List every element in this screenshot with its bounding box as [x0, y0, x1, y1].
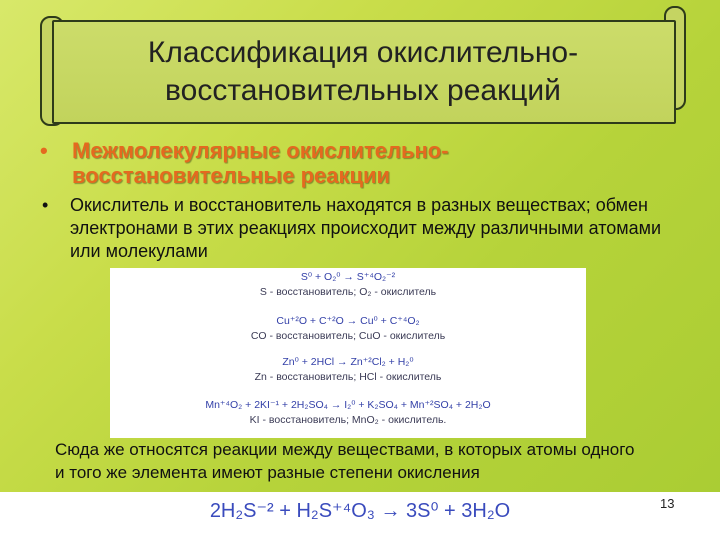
final-equation: 2H₂S⁻² + H₂S⁺⁴O₃ → 3S⁰ + 3H₂O	[209, 500, 511, 522]
page-number: 13	[660, 496, 675, 511]
example-3-note: Zn - восстановитель; HCl - окислитель	[254, 371, 442, 383]
example-1-equation: S⁰ + O₂⁰ → S⁺⁴O₂⁻²	[300, 271, 396, 283]
bullet-text-description: Окислитель и восстановитель находятся в разных веществах; обмен электронами в этих реакциях происходит между различными атомами или молекулами	[70, 195, 662, 261]
title-scroll-banner	[40, 12, 686, 122]
examples-panel	[110, 268, 586, 438]
example-2-note: CO - восстановитель; CuO - окислитель	[250, 330, 446, 342]
bullet-marker: •	[40, 138, 48, 163]
bullet-marker: •	[42, 195, 49, 215]
note-text: Сюда же относятся реакции между веществами, в которых атомы одного и того же элемента имеют разные степени окисления	[55, 440, 635, 482]
example-2-equation: Cu⁺²O + C⁺²O → Cu⁰ + C⁺⁴O₂	[276, 315, 420, 327]
bullet-text-heading: Межмолекулярные окислительно-восстановительные реакции	[72, 138, 449, 188]
example-4-note: KI - восстановитель; MnO₂ - окислитель.	[249, 414, 447, 426]
title-line-2: восстановительных реакций	[165, 74, 561, 107]
example-1-note: S - восстановитель; O₂ - окислитель	[259, 286, 437, 298]
example-3-equation: Zn⁰ + 2HCl → Zn⁺²Cl₂ + H₂⁰	[282, 356, 414, 368]
example-4-equation: Mn⁺⁴O₂ + 2KI⁻¹ + 2H₂SO₄ → I₂⁰ + K₂SO₄ + Mn⁺²SO₄ + 2H₂O	[205, 399, 491, 411]
slide-title	[40, 34, 686, 110]
title-line-1: Классификация окислительно-	[147, 36, 579, 69]
